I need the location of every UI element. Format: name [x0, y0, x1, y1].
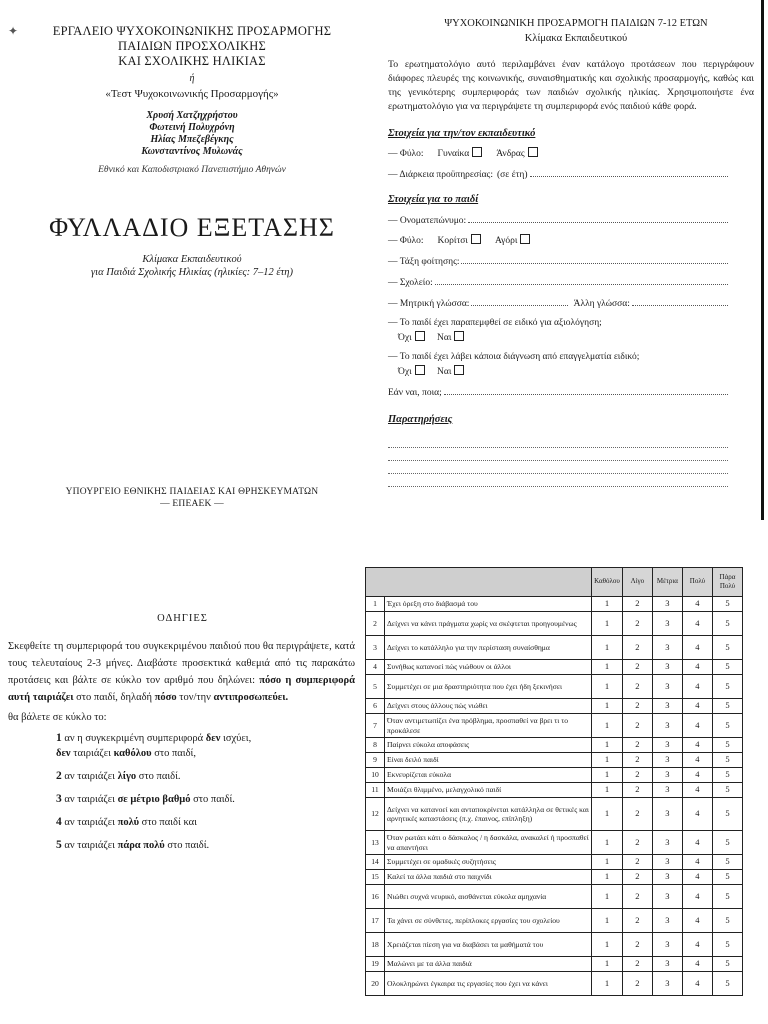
rating-option[interactable]: 4	[682, 885, 712, 909]
item-statement: Καλεί τα άλλα παιδιά στο παιχνίδι	[385, 870, 592, 885]
checkbox[interactable]	[520, 234, 530, 244]
other-language-label: Άλλη γλώσσα:	[573, 299, 630, 309]
table-row	[366, 885, 743, 909]
item-number: 3	[366, 636, 385, 660]
teacher-service-field	[388, 167, 768, 180]
item-statement: Ολοκληρώνει έγκαιρα τις εργασίες που έχει να κάνει	[385, 972, 592, 996]
item-number: 11	[366, 783, 385, 798]
rating-option[interactable]: 1	[592, 933, 623, 957]
cover-ministry	[0, 486, 384, 510]
rating-option[interactable]: 4	[682, 597, 712, 612]
instructions-page	[0, 545, 365, 1024]
rating-option[interactable]: 3	[652, 798, 682, 831]
item-number: 5	[56, 839, 62, 851]
item-number: 2	[56, 770, 62, 782]
details-form-page	[384, 0, 768, 520]
rating-option[interactable]: 3	[652, 738, 682, 753]
mother-tongue-field	[388, 296, 768, 309]
rating-option[interactable]: 3	[652, 831, 682, 855]
item-statement: Νιώθει συχνά νευρικό, αισθάνεται εύκολα αμηχανία	[385, 885, 592, 909]
text-part: πολύ	[117, 817, 140, 828]
teacher-service-input[interactable]	[530, 167, 728, 177]
option-yes[interactable]	[437, 333, 464, 343]
checkbox[interactable]	[454, 365, 464, 375]
rating-option[interactable]: 1	[592, 957, 623, 972]
text-part: ταιριάζει	[70, 748, 114, 759]
rating-option[interactable]: 4	[682, 714, 712, 738]
instruction-item	[56, 731, 365, 761]
rating-option[interactable]: 3	[652, 714, 682, 738]
table-row	[366, 675, 743, 699]
item-number: 15	[366, 870, 385, 885]
notes-input[interactable]	[388, 435, 728, 487]
child-name-input[interactable]	[468, 213, 728, 223]
item-number: 14	[366, 855, 385, 870]
rating-option[interactable]: 5	[712, 933, 742, 957]
rating-option[interactable]: 1	[592, 699, 623, 714]
cover-title-line: ΠΑΙΔΙΩΝ ΠΡΟΣΧΟΛΙΚΗΣ	[118, 39, 266, 53]
rating-option[interactable]: 2	[622, 972, 652, 996]
rating-option[interactable]: 1	[592, 972, 623, 996]
checkbox[interactable]	[472, 147, 482, 157]
rating-option[interactable]: 1	[592, 738, 623, 753]
text-part: αν η συγκεκριμένη συμπεριφορά	[61, 733, 206, 744]
mother-tongue-label: — Μητρική γλώσσα:	[388, 299, 470, 309]
rating-option[interactable]: 2	[622, 783, 652, 798]
text-part: αντιπροσωπεύει.	[213, 692, 289, 703]
header-blank-cell	[366, 568, 592, 597]
author-name: Χρυσή Χατζηχρήστου	[146, 110, 238, 121]
cover-test-name: «Τεστ Ψυχοκοινωνικής Προσαρμογής»	[105, 88, 279, 100]
child-grade-field	[388, 254, 768, 267]
child-section-heading: Στοιχεία για το παιδί	[388, 194, 479, 205]
header-a-lot: Πολύ	[682, 568, 712, 597]
rating-option[interactable]: 4	[682, 783, 712, 798]
item-number: 4	[366, 660, 385, 675]
diagnosis-question: — Το παιδί έχει λάβει κάποια διάγνωση από επαγγελματία ειδικό;	[388, 352, 640, 362]
checkbox[interactable]	[415, 365, 425, 375]
item-statement: Μαλώνει με τα άλλα παιδιά	[385, 957, 592, 972]
instruction-item	[56, 792, 365, 807]
header-a-little: Λίγο	[622, 568, 652, 597]
rating-option[interactable]: 1	[592, 660, 623, 675]
rating-option[interactable]: 3	[652, 636, 682, 660]
text-part: στο παιδί,	[151, 748, 196, 759]
other-language-input[interactable]	[632, 296, 728, 306]
teacher-service-label: — Διάρκεια προϋπηρεσίας:	[388, 170, 493, 180]
table-body	[366, 597, 743, 996]
cover-scale-line: για Παιδιά Σχολικής Ηλικίας (ηλικίες: 7–12 έτη)	[91, 267, 293, 278]
text-part: λίγο	[117, 771, 137, 782]
which-input[interactable]	[444, 385, 728, 395]
item-number: 6	[366, 699, 385, 714]
item-number: 10	[366, 768, 385, 783]
table-row	[366, 768, 743, 783]
rating-option[interactable]: 3	[652, 660, 682, 675]
rating-option[interactable]: 2	[622, 753, 652, 768]
table-row	[366, 855, 743, 870]
rating-option[interactable]: 3	[652, 870, 682, 885]
text-part: στο παιδί και	[139, 817, 197, 828]
rating-option[interactable]: 4	[682, 612, 712, 636]
text-part: αν ταιριάζει	[61, 771, 118, 782]
instruction-item	[56, 815, 365, 830]
table-row	[366, 957, 743, 972]
instruction-item	[56, 838, 365, 853]
text-part: Σκεφθείτε τη συμπεριφορά του συγκεκριμένου παιδιού που θα περιγράψετε, κατά τους τελευταίους 2-3 μήνες. Διαβάστε προσεκτικά καθεμιά από τις παρακάτω προτάσεις και βάλτε σε κύκλο τον αριθμό που δηλώνει:	[8, 641, 355, 686]
table-header-row	[366, 568, 743, 597]
rating-option[interactable]: 2	[622, 714, 652, 738]
rating-option[interactable]: 5	[712, 768, 742, 783]
rating-option[interactable]: 5	[712, 885, 742, 909]
author-name: Κωνσταντίνος Μυλωνάς	[141, 146, 243, 157]
rating-option[interactable]: 3	[652, 909, 682, 933]
option-label: Όχι	[398, 333, 412, 343]
notes-line	[388, 435, 728, 448]
rating-option[interactable]: 1	[592, 768, 623, 783]
item-statement: Δείχνει το κατάλληλο για την περίσταση συναίσθημα	[385, 636, 592, 660]
checkbox[interactable]	[471, 234, 481, 244]
table-row	[366, 738, 743, 753]
item-statement: Μοιάζει θλιμμένο, μελαγχολικό παιδί	[385, 783, 592, 798]
rating-option[interactable]: 2	[622, 870, 652, 885]
rating-option[interactable]: 4	[682, 768, 712, 783]
rating-option[interactable]: 1	[592, 831, 623, 855]
item-number: 1	[366, 597, 385, 612]
rating-option[interactable]: 5	[712, 714, 742, 738]
rating-option[interactable]: 5	[712, 831, 742, 855]
rating-option[interactable]: 5	[712, 870, 742, 885]
table-row	[366, 870, 743, 885]
text-part: δεν	[56, 748, 71, 759]
table-row	[366, 699, 743, 714]
child-grade-input[interactable]	[461, 254, 728, 264]
rating-option[interactable]: 4	[682, 855, 712, 870]
author-name: Φωτεινή Πολυχρόνη	[149, 122, 235, 133]
table-row	[366, 798, 743, 831]
rating-option[interactable]: 2	[622, 885, 652, 909]
table-row	[366, 753, 743, 768]
rating-option[interactable]: 5	[712, 675, 742, 699]
page-edge	[761, 0, 764, 520]
item-number: 17	[366, 909, 385, 933]
item-statement: Παίρνει εύκολα αποφάσεις	[385, 738, 592, 753]
rating-option[interactable]: 1	[592, 855, 623, 870]
item-number: 13	[366, 831, 385, 855]
rating-option[interactable]: 4	[682, 738, 712, 753]
cover-scale-line: Κλίμακα Εκπαιδευτικού	[142, 254, 242, 265]
text-part: καθόλου	[113, 748, 152, 759]
rating-option[interactable]: 3	[652, 957, 682, 972]
table-row	[366, 909, 743, 933]
item-statement: Συμμετέχει σε ομαδικές συζητήσεις	[385, 855, 592, 870]
table-row	[366, 612, 743, 636]
item-number: 20	[366, 972, 385, 996]
rating-option[interactable]: 4	[682, 957, 712, 972]
cover-scale-description	[0, 253, 384, 279]
rating-option[interactable]: 2	[622, 738, 652, 753]
which-field	[388, 385, 768, 398]
notes-line	[388, 461, 728, 474]
teacher-service-hint: (σε έτη)	[496, 170, 528, 180]
text-part: αν ταιριάζει	[61, 840, 118, 851]
header-not-at-all: Καθόλου	[592, 568, 623, 597]
checkbox[interactable]	[528, 147, 538, 157]
rating-option[interactable]: 1	[592, 783, 623, 798]
child-school-label: — Σχολείο:	[388, 278, 433, 288]
rating-option[interactable]: 3	[652, 783, 682, 798]
rating-option[interactable]: 2	[622, 909, 652, 933]
rating-option[interactable]: 3	[652, 597, 682, 612]
rating-option[interactable]: 1	[592, 636, 623, 660]
item-statement: Δείχνει να κάνει πράγματα χωρίς να σκέφτεται προηγουμένως	[385, 612, 592, 636]
item-statement: Εκνευρίζεται εύκολα	[385, 768, 592, 783]
rating-option[interactable]: 4	[682, 675, 712, 699]
table-row	[366, 783, 743, 798]
teacher-sex-label: — Φύλο:	[388, 149, 424, 159]
item-statement: Έχει όρεξη στο διάβασμά του	[385, 597, 592, 612]
program-name: — ΕΠΕΑΕΚ —	[160, 499, 224, 509]
rating-option[interactable]: 2	[622, 612, 652, 636]
text-part: πόσο η συμπεριφορά αυτή ταιριάζει	[8, 675, 356, 703]
option-label: Γυναίκα	[437, 149, 470, 159]
rating-option[interactable]: 3	[652, 612, 682, 636]
text-part: αν ταιριάζει	[61, 794, 118, 805]
text-part: αν ταιριάζει	[61, 817, 118, 828]
rating-option[interactable]: 5	[712, 753, 742, 768]
checkbox[interactable]	[454, 331, 464, 341]
rating-option[interactable]: 2	[622, 831, 652, 855]
cover-university: Εθνικό και Καποδιστριακό Πανεπιστήμιο Αθηνών	[98, 165, 286, 175]
option-label: Κορίτσι	[437, 236, 468, 246]
rating-option[interactable]: 3	[652, 972, 682, 996]
child-grade-label: — Τάξη φοίτησης:	[388, 257, 460, 267]
rating-option[interactable]: 3	[652, 885, 682, 909]
cover-title-line: ΕΡΓΑΛΕΙΟ ΨΥΧΟΚΟΙΝΩΝΙΚΗΣ ΠΡΟΣΑΡΜΟΓΗΣ	[52, 24, 332, 38]
cover-page	[0, 0, 384, 520]
rating-option[interactable]: 2	[622, 798, 652, 831]
text-part: ισχύει,	[220, 733, 252, 744]
item-number: 2	[366, 612, 385, 636]
rating-option[interactable]: 4	[682, 636, 712, 660]
option-male[interactable]	[496, 147, 537, 159]
rating-option[interactable]: 1	[592, 612, 623, 636]
form-intro: Το ερωτηματολόγιο αυτό περιλαμβάνει έναν κατάλογο προτάσεων που περιγράφουν διάφορες πλευρές της κοινωνικής, συναισθηματικής και σχολικής προσαρμογής, καθώς και της γενικότερης συμπεριφοράς των παιδιών σχολικής ηλικίας. Χρησιμοποιήστε ένα ερωτηματολόγιο για να περιγράψετε τη συμπεριφορά ενός παιδιού κάθε φορά.	[388, 59, 754, 112]
rating-option[interactable]: 5	[712, 738, 742, 753]
notes-line	[388, 474, 728, 487]
table-row	[366, 831, 743, 855]
item-number: 12	[366, 798, 385, 831]
rating-option[interactable]: 3	[652, 855, 682, 870]
cover-authors	[0, 110, 384, 158]
table-row	[366, 597, 743, 612]
item-statement: Όταν ρωτάει κάτι ο δάσκαλος / η δασκάλα, ανακαλεί ή προσπαθεί να απαντήσει	[385, 831, 592, 855]
header-moderately: Μέτρια	[652, 568, 682, 597]
which-label: Εάν ναι, ποια;	[388, 388, 442, 398]
notes-line	[388, 448, 728, 461]
rating-option[interactable]: 2	[622, 768, 652, 783]
item-number: 8	[366, 738, 385, 753]
item-statement: Δείχνει να κατανοεί και ανταποκρίνεται κατάλληλα σε θετικές και αρνητικές καταστάσεις (π.χ. έπαινος, επίπληξη)	[385, 798, 592, 831]
option-no[interactable]	[398, 367, 425, 377]
referred-question: — Το παιδί έχει παραπεμφθεί σε ειδικό για αξιολόγηση;	[388, 318, 602, 328]
rating-option[interactable]: 3	[652, 699, 682, 714]
item-statement: Χρειάζεται πίεση για να διαβάσει τα μαθήματά του	[385, 933, 592, 957]
text-part: στο παιδί.	[136, 771, 181, 782]
item-number: 3	[56, 793, 62, 805]
child-name-label: — Ονοματεπώνυμο:	[388, 216, 467, 226]
child-school-input[interactable]	[435, 275, 728, 285]
author-name: Ηλίας Μπεζεβέγκης	[150, 134, 234, 145]
teacher-sex-field	[388, 147, 768, 159]
text-part: πόσο	[154, 692, 177, 703]
rating-option[interactable]: 1	[592, 597, 623, 612]
option-label: Όχι	[398, 367, 412, 377]
instructions-title: ΟΔΗΓΙΕΣ	[157, 613, 208, 624]
option-boy[interactable]	[495, 234, 530, 246]
rating-option[interactable]: 5	[712, 660, 742, 675]
rating-option[interactable]: 5	[712, 957, 742, 972]
option-female[interactable]	[438, 147, 483, 159]
item-number: 9	[366, 753, 385, 768]
rating-option[interactable]: 5	[712, 636, 742, 660]
table-row	[366, 636, 743, 660]
rating-option[interactable]: 4	[682, 660, 712, 675]
rating-option[interactable]: 1	[592, 753, 623, 768]
instructions-paragraph	[8, 638, 355, 706]
instructions-lead: θα βάλετε σε κύκλο το:	[8, 712, 107, 723]
rating-option[interactable]: 5	[712, 612, 742, 636]
item-statement: Είναι δειλό παιδί	[385, 753, 592, 768]
table-row	[366, 714, 743, 738]
instruction-item	[56, 769, 365, 784]
rating-option[interactable]: 5	[712, 699, 742, 714]
text-part: πάρα πολύ	[117, 840, 165, 851]
referred-answer	[398, 331, 768, 343]
text-part: τον/την	[176, 692, 214, 703]
rating-option[interactable]: 5	[712, 909, 742, 933]
rating-option[interactable]: 5	[712, 783, 742, 798]
text-part: δεν	[205, 733, 221, 744]
rating-option[interactable]: 1	[592, 885, 623, 909]
text-part: σε μέτριο βαθμό	[117, 794, 191, 805]
option-yes[interactable]	[437, 367, 464, 377]
rating-option[interactable]: 5	[712, 972, 742, 996]
rating-option[interactable]: 2	[622, 675, 652, 699]
rating-option[interactable]: 4	[682, 870, 712, 885]
rating-option[interactable]: 2	[622, 855, 652, 870]
rating-option[interactable]: 2	[622, 933, 652, 957]
rating-option[interactable]: 4	[682, 798, 712, 831]
item-statement: Συνήθως κατανοεί πώς νιώθουν οι άλλοι	[385, 660, 592, 675]
item-statement: Δείχνει στους άλλους πώς νιώθει	[385, 699, 592, 714]
cover-or: ή	[189, 73, 195, 84]
cover-title	[0, 24, 384, 69]
option-no[interactable]	[398, 333, 425, 343]
rating-option[interactable]: 3	[652, 768, 682, 783]
rating-option[interactable]: 3	[652, 753, 682, 768]
rating-option[interactable]: 1	[592, 909, 623, 933]
option-label: Ναι	[437, 333, 452, 343]
item-number: 4	[56, 816, 62, 828]
option-label: Άνδρας	[496, 149, 525, 159]
rating-option[interactable]: 4	[682, 909, 712, 933]
cover-title-line: ΚΑΙ ΣΧΟΛΙΚΗΣ ΗΛΙΚΙΑΣ	[118, 54, 266, 68]
rating-option[interactable]: 4	[682, 699, 712, 714]
form-subtitle: Κλίμακα Εκπαιδευτικού	[524, 33, 628, 44]
child-sex-label: — Φύλο:	[388, 236, 424, 246]
table-row	[366, 933, 743, 957]
notes-heading: Παρατηρήσεις	[388, 414, 453, 425]
item-number: 19	[366, 957, 385, 972]
option-girl[interactable]	[438, 234, 481, 246]
option-label: Αγόρι	[494, 236, 518, 246]
rating-option[interactable]: 4	[682, 972, 712, 996]
rating-option[interactable]: 4	[682, 831, 712, 855]
item-number: 1	[56, 732, 62, 744]
ministry-name: ΥΠΟΥΡΓΕΙΟ ΕΘΝΙΚΗΣ ΠΑΙΔΕΙΑΣ ΚΑΙ ΘΡΗΣΚΕΥΜΑΤΩΝ	[65, 487, 319, 497]
checkbox[interactable]	[415, 331, 425, 341]
mother-tongue-input[interactable]	[471, 296, 567, 306]
item-statement: Τα χάνει σε σύνθετες, περίπλοκες εργασίες του σχολείου	[385, 909, 592, 933]
header-very-much: Πάρα Πολύ	[712, 568, 742, 597]
child-school-field	[388, 275, 768, 288]
rating-option[interactable]: 4	[682, 753, 712, 768]
rating-option[interactable]: 5	[712, 597, 742, 612]
item-statement: Όταν αντιμετωπίζει ένα πρόβλημα, προσπαθεί να βρει τι το προκάλεσε	[385, 714, 592, 738]
child-sex-field	[388, 234, 768, 246]
rating-option[interactable]: 2	[622, 597, 652, 612]
rating-option[interactable]: 2	[622, 636, 652, 660]
teacher-section-heading: Στοιχεία για την/τον εκπαιδευτικό	[388, 128, 536, 139]
option-label: Ναι	[437, 367, 452, 377]
rating-option[interactable]: 1	[592, 675, 623, 699]
rating-option[interactable]: 5	[712, 798, 742, 831]
rating-option[interactable]: 3	[652, 675, 682, 699]
child-name-field	[388, 213, 768, 226]
item-number: 18	[366, 933, 385, 957]
rating-option[interactable]: 4	[682, 933, 712, 957]
booklet-title: ΦΥΛΛΑΔΙΟ ΕΞΕΤΑΣΗΣ	[49, 213, 335, 242]
item-statement: Συμμετέχει σε μια δραστηριότητα που έχει ήδη ξεκινήσει	[385, 675, 592, 699]
rating-table-page	[365, 567, 768, 1024]
rating-option[interactable]: 2	[622, 957, 652, 972]
text-part: στο παιδί.	[190, 794, 235, 805]
table-row	[366, 972, 743, 996]
table-row	[366, 660, 743, 675]
rating-option[interactable]: 2	[622, 660, 652, 675]
rating-option[interactable]: 5	[712, 855, 742, 870]
rating-option[interactable]: 1	[592, 714, 623, 738]
corner-mark: ✦	[8, 24, 19, 38]
rating-option[interactable]: 1	[592, 870, 623, 885]
rating-option[interactable]: 3	[652, 933, 682, 957]
form-title: ΨΥΧΟΚΟΙΝΩΝΙΚΗ ΠΡΟΣΑΡΜΟΓΗ ΠΑΙΔΙΩΝ 7-12 ΕΤΩΝ	[444, 18, 708, 29]
item-number: 16	[366, 885, 385, 909]
text-part: στο παιδί, δηλαδή	[73, 692, 155, 703]
item-number: 7	[366, 714, 385, 738]
item-number: 5	[366, 675, 385, 699]
diagnosis-answer	[398, 365, 768, 377]
rating-table	[365, 567, 743, 996]
rating-option[interactable]: 2	[622, 699, 652, 714]
text-part: στο παιδί.	[164, 840, 210, 851]
rating-option[interactable]: 1	[592, 798, 623, 831]
